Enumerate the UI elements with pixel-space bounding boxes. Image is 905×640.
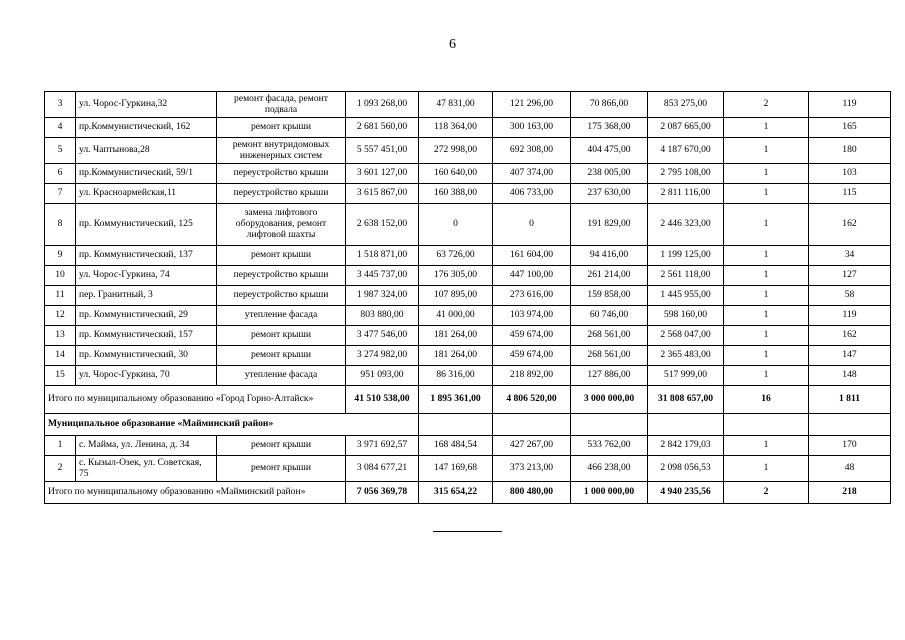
total-value-v3: 4 806 520,00 <box>493 386 571 414</box>
table-row <box>45 266 891 286</box>
row-value-v7: 170 <box>809 436 891 456</box>
row-value-v3: 373 213,00 <box>493 456 571 482</box>
total-value-v1: 7 056 369,78 <box>346 482 419 504</box>
row-address: пр. Коммунистический, 125 <box>76 204 217 246</box>
table-row <box>45 456 891 482</box>
row-value-v2: 47 831,00 <box>419 92 493 118</box>
row-number: 11 <box>45 286 76 306</box>
total-value-v2: 315 654,22 <box>419 482 493 504</box>
table-row <box>45 204 891 246</box>
row-value-v3: 273 616,00 <box>493 286 571 306</box>
row-number: 3 <box>45 92 76 118</box>
total-value-v4: 1 000 000,00 <box>571 482 648 504</box>
row-value-v7: 180 <box>809 138 891 164</box>
row-work-type: ремонт крыши <box>217 456 346 482</box>
row-value-v1: 1 093 268,00 <box>346 92 419 118</box>
row-address: с. Кызыл-Озек, ул. Советская, 75 <box>76 456 217 482</box>
row-work-type: ремонт фасада, ремонт подвала <box>217 92 346 118</box>
row-value-v6: 1 <box>724 436 809 456</box>
row-value-v5: 2 446 323,00 <box>648 204 724 246</box>
row-address: с. Майма, ул. Ленина, д. 34 <box>76 436 217 456</box>
row-value-v2: 107 895,00 <box>419 286 493 306</box>
row-value-v3: 406 733,00 <box>493 184 571 204</box>
row-number: 1 <box>45 436 76 456</box>
row-value-v1: 1 518 871,00 <box>346 246 419 266</box>
row-value-v3: 300 163,00 <box>493 118 571 138</box>
row-value-v7: 58 <box>809 286 891 306</box>
row-number: 14 <box>45 346 76 366</box>
row-value-v3: 121 296,00 <box>493 92 571 118</box>
row-value-v4: 404 475,00 <box>571 138 648 164</box>
row-work-type: переустройство крыши <box>217 184 346 204</box>
table-row <box>45 138 891 164</box>
row-value-v4: 175 368,00 <box>571 118 648 138</box>
row-value-v2: 118 364,00 <box>419 118 493 138</box>
row-work-type: переустройство крыши <box>217 164 346 184</box>
row-value-v4: 466 238,00 <box>571 456 648 482</box>
total-value-v5: 4 940 235,56 <box>648 482 724 504</box>
row-value-v4: 238 005,00 <box>571 164 648 184</box>
row-work-type: ремонт крыши <box>217 436 346 456</box>
row-value-v5: 598 160,00 <box>648 306 724 326</box>
row-value-v6: 1 <box>724 184 809 204</box>
table-row <box>45 184 891 204</box>
row-value-v5: 1 199 125,00 <box>648 246 724 266</box>
total-value-v7: 1 811 <box>809 386 891 414</box>
row-value-v4: 159 858,00 <box>571 286 648 306</box>
row-address: пр.Коммунистический, 162 <box>76 118 217 138</box>
row-value-v6: 1 <box>724 366 809 386</box>
table-row <box>45 92 891 118</box>
row-value-v7: 165 <box>809 118 891 138</box>
row-value-v1: 1 987 324,00 <box>346 286 419 306</box>
row-value-v5: 2 842 179,03 <box>648 436 724 456</box>
row-value-v2: 181 264,00 <box>419 346 493 366</box>
row-value-v5: 2 561 118,00 <box>648 266 724 286</box>
row-address: ул. Чорос-Гуркина, 70 <box>76 366 217 386</box>
row-number: 12 <box>45 306 76 326</box>
row-work-type: ремонт крыши <box>217 346 346 366</box>
total-value-v6: 16 <box>724 386 809 414</box>
row-value-v6: 2 <box>724 92 809 118</box>
table-row <box>45 118 891 138</box>
total-label: Итого по муниципальному образованию «Майминский район» <box>45 482 346 504</box>
row-value-v4: 70 866,00 <box>571 92 648 118</box>
row-value-v1: 3 615 867,00 <box>346 184 419 204</box>
row-value-v3: 459 674,00 <box>493 326 571 346</box>
row-value-v2: 181 264,00 <box>419 326 493 346</box>
row-value-v3: 0 <box>493 204 571 246</box>
row-value-v2: 160 388,00 <box>419 184 493 204</box>
row-value-v1: 3 445 737,00 <box>346 266 419 286</box>
row-value-v3: 447 100,00 <box>493 266 571 286</box>
row-value-v4: 237 630,00 <box>571 184 648 204</box>
row-number: 7 <box>45 184 76 204</box>
row-value-v4: 60 746,00 <box>571 306 648 326</box>
row-work-type: утепление фасада <box>217 306 346 326</box>
row-value-v6: 1 <box>724 266 809 286</box>
total-row <box>45 482 891 504</box>
row-value-v5: 4 187 670,00 <box>648 138 724 164</box>
row-value-v1: 3 601 127,00 <box>346 164 419 184</box>
table-row <box>45 164 891 184</box>
total-value-v2: 1 895 361,00 <box>419 386 493 414</box>
row-value-v2: 147 169,68 <box>419 456 493 482</box>
row-value-v4: 533 762,00 <box>571 436 648 456</box>
row-value-v3: 692 308,00 <box>493 138 571 164</box>
table-row <box>45 286 891 306</box>
row-value-v5: 853 275,00 <box>648 92 724 118</box>
row-value-v3: 407 374,00 <box>493 164 571 184</box>
row-value-v7: 148 <box>809 366 891 386</box>
row-value-v7: 119 <box>809 306 891 326</box>
row-value-v1: 2 638 152,00 <box>346 204 419 246</box>
empty-cell <box>648 414 724 436</box>
table-row <box>45 326 891 346</box>
table-row <box>45 346 891 366</box>
row-work-type: замена лифтового оборудования, ремонт лифтовой шахты <box>217 204 346 246</box>
row-value-v5: 2 365 483,00 <box>648 346 724 366</box>
table-row <box>45 366 891 386</box>
row-address: пр. Коммунистический, 137 <box>76 246 217 266</box>
total-value-v7: 218 <box>809 482 891 504</box>
row-value-v6: 1 <box>724 204 809 246</box>
row-value-v7: 115 <box>809 184 891 204</box>
row-value-v4: 268 561,00 <box>571 346 648 366</box>
row-value-v7: 162 <box>809 326 891 346</box>
total-value-v3: 800 480,00 <box>493 482 571 504</box>
row-value-v6: 1 <box>724 326 809 346</box>
row-value-v7: 119 <box>809 92 891 118</box>
row-value-v1: 3 971 692,57 <box>346 436 419 456</box>
row-value-v1: 3 274 982,00 <box>346 346 419 366</box>
row-number: 4 <box>45 118 76 138</box>
row-value-v2: 0 <box>419 204 493 246</box>
row-number: 5 <box>45 138 76 164</box>
empty-cell <box>571 414 648 436</box>
row-value-v1: 2 681 560,00 <box>346 118 419 138</box>
row-address: пр.Коммунистический, 59/1 <box>76 164 217 184</box>
table-row <box>45 306 891 326</box>
capital-repair-table <box>44 91 891 504</box>
row-value-v7: 147 <box>809 346 891 366</box>
row-value-v1: 3 477 546,00 <box>346 326 419 346</box>
row-value-v2: 160 640,00 <box>419 164 493 184</box>
row-number: 8 <box>45 204 76 246</box>
row-value-v4: 261 214,00 <box>571 266 648 286</box>
row-address: ул. Красноармейская,11 <box>76 184 217 204</box>
empty-cell <box>493 414 571 436</box>
row-number: 13 <box>45 326 76 346</box>
row-work-type: переустройство крыши <box>217 266 346 286</box>
row-value-v7: 48 <box>809 456 891 482</box>
section-header: Муниципальное образование «Майминский район» <box>45 414 419 436</box>
row-value-v7: 34 <box>809 246 891 266</box>
row-value-v5: 2 568 047,00 <box>648 326 724 346</box>
row-value-v5: 2 087 665,00 <box>648 118 724 138</box>
table-body <box>45 92 891 504</box>
row-value-v2: 86 316,00 <box>419 366 493 386</box>
empty-cell <box>724 414 809 436</box>
row-value-v1: 5 557 451,00 <box>346 138 419 164</box>
table-row <box>45 436 891 456</box>
total-value-v6: 2 <box>724 482 809 504</box>
row-value-v6: 1 <box>724 138 809 164</box>
row-value-v2: 63 726,00 <box>419 246 493 266</box>
row-value-v2: 41 000,00 <box>419 306 493 326</box>
row-address: пер. Гранитный, 3 <box>76 286 217 306</box>
row-value-v6: 1 <box>724 456 809 482</box>
row-address: ул. Чорос-Гуркина,32 <box>76 92 217 118</box>
row-value-v6: 1 <box>724 164 809 184</box>
row-value-v7: 127 <box>809 266 891 286</box>
empty-cell <box>419 414 493 436</box>
row-value-v5: 1 445 955,00 <box>648 286 724 306</box>
row-address: пр. Коммунистический, 29 <box>76 306 217 326</box>
row-value-v7: 162 <box>809 204 891 246</box>
row-address: пр. Коммунистический, 30 <box>76 346 217 366</box>
row-number: 9 <box>45 246 76 266</box>
row-value-v2: 272 998,00 <box>419 138 493 164</box>
row-value-v4: 127 886,00 <box>571 366 648 386</box>
row-work-type: переустройство крыши <box>217 286 346 306</box>
row-value-v6: 1 <box>724 346 809 366</box>
row-work-type: ремонт крыши <box>217 326 346 346</box>
row-work-type: ремонт крыши <box>217 118 346 138</box>
row-value-v2: 168 484,54 <box>419 436 493 456</box>
row-number: 2 <box>45 456 76 482</box>
row-value-v5: 517 999,00 <box>648 366 724 386</box>
row-work-type: ремонт внутридомовых инженерных систем <box>217 138 346 164</box>
row-value-v1: 3 084 677,21 <box>346 456 419 482</box>
row-value-v6: 1 <box>724 306 809 326</box>
row-value-v3: 459 674,00 <box>493 346 571 366</box>
row-number: 15 <box>45 366 76 386</box>
row-work-type: утепление фасада <box>217 366 346 386</box>
row-value-v4: 94 416,00 <box>571 246 648 266</box>
row-value-v3: 161 604,00 <box>493 246 571 266</box>
total-value-v1: 41 510 538,00 <box>346 386 419 414</box>
total-row <box>45 386 891 414</box>
row-value-v3: 103 974,00 <box>493 306 571 326</box>
row-value-v4: 191 829,00 <box>571 204 648 246</box>
row-number: 10 <box>45 266 76 286</box>
row-value-v1: 803 880,00 <box>346 306 419 326</box>
total-label: Итого по муниципальному образованию «Город Горно-Алтайск» <box>45 386 346 414</box>
row-value-v7: 103 <box>809 164 891 184</box>
row-value-v6: 1 <box>724 286 809 306</box>
row-value-v1: 951 093,00 <box>346 366 419 386</box>
row-value-v5: 2 098 056,53 <box>648 456 724 482</box>
row-value-v4: 268 561,00 <box>571 326 648 346</box>
row-value-v5: 2 795 108,00 <box>648 164 724 184</box>
row-value-v6: 1 <box>724 246 809 266</box>
row-value-v3: 218 892,00 <box>493 366 571 386</box>
row-address: ул. Чорос-Гуркина, 74 <box>76 266 217 286</box>
page-number: 6 <box>449 37 456 52</box>
row-value-v6: 1 <box>724 118 809 138</box>
empty-cell <box>809 414 891 436</box>
row-value-v2: 176 305,00 <box>419 266 493 286</box>
table-row <box>45 246 891 266</box>
row-value-v3: 427 267,00 <box>493 436 571 456</box>
total-value-v4: 3 000 000,00 <box>571 386 648 414</box>
total-value-v5: 31 808 657,00 <box>648 386 724 414</box>
section-header-row <box>45 414 891 436</box>
row-address: ул. Чаптынова,28 <box>76 138 217 164</box>
row-value-v5: 2 811 116,00 <box>648 184 724 204</box>
row-number: 6 <box>45 164 76 184</box>
row-address: пр. Коммунистический, 157 <box>76 326 217 346</box>
end-separator-line <box>433 531 502 532</box>
row-work-type: ремонт крыши <box>217 246 346 266</box>
